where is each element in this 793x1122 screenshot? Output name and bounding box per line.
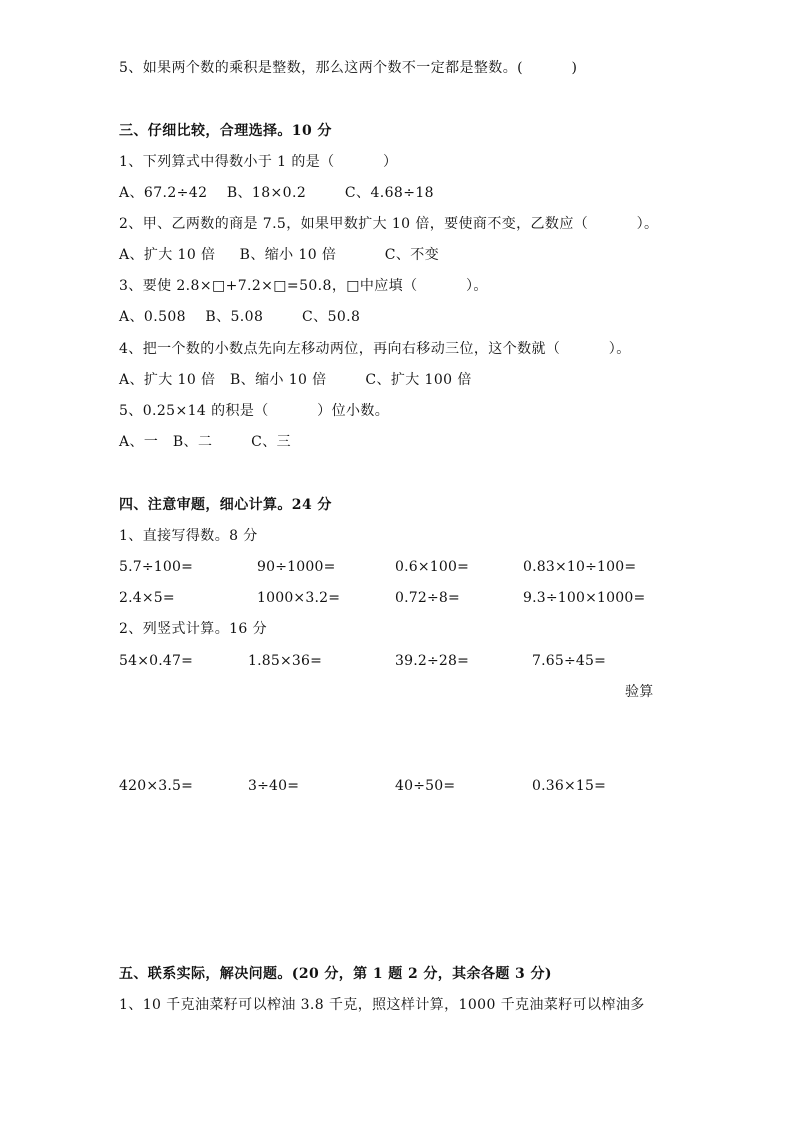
choice-question-1-options: A、67.2÷42 B、18×0.2 C、4.68÷18 [119, 185, 434, 201]
direct-calc-item: 5.7÷100= [119, 559, 194, 575]
vertical-calc-item: 54×0.47= [119, 653, 194, 669]
choice-question-4: 4、把一个数的小数点先向左移动两位，再向右移动三位，这个数就（ ）。 [119, 341, 631, 357]
section-3-heading: 三、仔细比较，合理选择。10 分 [119, 123, 332, 139]
vertical-calc-item: 0.36×15= [532, 778, 607, 794]
direct-calc-item: 90÷1000= [257, 559, 336, 575]
choice-question-2-options: A、扩大 10 倍 B、缩小 10 倍 C、不变 [119, 247, 440, 263]
check-label: 验算 [625, 684, 654, 700]
direct-calc-item: 1000×3.2= [257, 590, 341, 606]
direct-calc-item: 0.83×10÷100= [523, 559, 637, 575]
vertical-calc-item: 420×3.5= [119, 778, 194, 794]
choice-question-3: 3、要使 2.8×□+7.2×□=50.8，□中应填（ ）。 [119, 278, 488, 294]
direct-calc-item: 0.72÷8= [395, 590, 460, 606]
direct-calc-item: 2.4×5= [119, 590, 175, 606]
choice-question-1: 1、下列算式中得数小于 1 的是（ ） [119, 154, 398, 170]
vertical-calc-item: 39.2÷28= [395, 653, 470, 669]
choice-question-3-options: A、0.508 B、5.08 C、50.8 [119, 309, 361, 325]
choice-question-4-options: A、扩大 10 倍 B、缩小 10 倍 C、扩大 100 倍 [119, 372, 472, 388]
choice-question-5: 5、0.25×14 的积是（ ）位小数。 [119, 403, 390, 419]
vertical-calc-item: 3÷40= [248, 778, 300, 794]
vertical-calc-item: 40÷50= [395, 778, 456, 794]
section-4-heading: 四、注意审题，细心计算。24 分 [119, 497, 332, 513]
direct-calc-item: 0.6×100= [395, 559, 470, 575]
direct-calc-item: 9.3÷100×1000= [523, 590, 646, 606]
vertical-calc-item: 7.65÷45= [532, 653, 607, 669]
vertical-calc-item: 1.85×36= [248, 653, 323, 669]
choice-question-2: 2、甲、乙两数的商是 7.5，如果甲数扩大 10 倍，要使商不变，乙数应（ ）。 [119, 216, 659, 232]
direct-calc-subheading: 1、直接写得数。8 分 [119, 528, 258, 544]
section-5-heading: 五、联系实际，解决问题。(20 分，第 1 题 2 分，其余各题 3 分) [119, 966, 552, 982]
judgement-question-5: 5、如果两个数的乘积是整数，那么这两个数不一定都是整数。( ) [119, 60, 578, 76]
word-problem-1: 1、10 千克油菜籽可以榨油 3.8 千克，照这样计算，1000 千克油菜籽可以榨油多 [119, 997, 645, 1013]
vertical-calc-subheading: 2、列竖式计算。16 分 [119, 621, 267, 637]
choice-question-5-options: A、一 B、二 C、三 [119, 434, 292, 450]
